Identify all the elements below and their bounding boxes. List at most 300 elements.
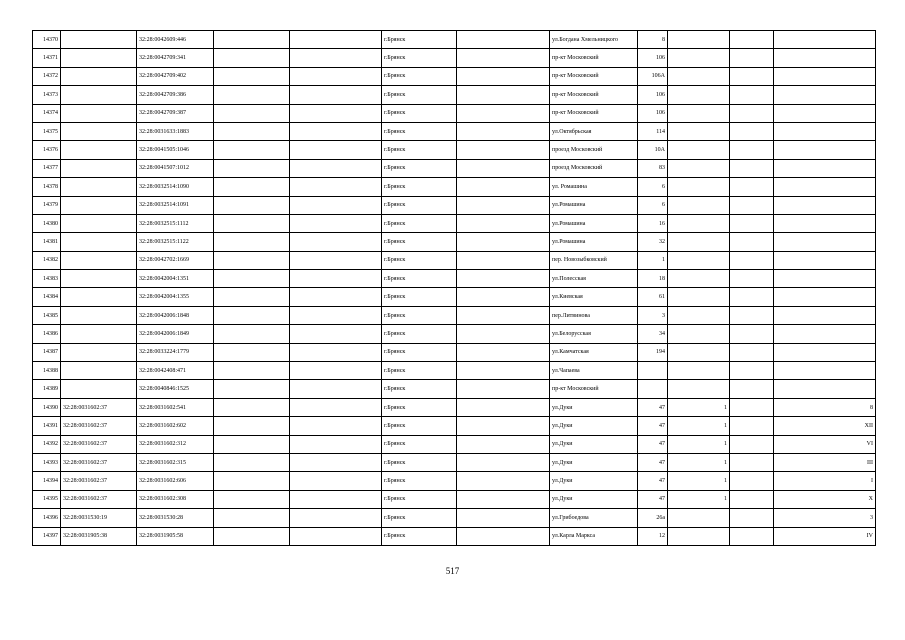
- empty-cell: [730, 159, 774, 177]
- house-number: 6: [638, 196, 668, 214]
- row-number: 14396: [33, 509, 61, 527]
- empty-cell: [730, 67, 774, 85]
- table-row: [33, 527, 876, 545]
- empty-cell: [730, 325, 774, 343]
- street: ул. Ромашина: [550, 178, 638, 196]
- empty-cell: [457, 159, 550, 177]
- parent-cadastral-number: 32:28:0031602:37: [61, 398, 137, 416]
- room-number: I: [774, 472, 876, 490]
- table-row: [33, 159, 876, 177]
- table-row: [33, 490, 876, 508]
- empty-cell: [290, 251, 382, 269]
- street: ул.Дуки: [550, 435, 638, 453]
- empty-cell: [457, 325, 550, 343]
- cadastral-number: 32:28:0042609:446: [137, 31, 214, 49]
- empty-cell: [290, 527, 382, 545]
- empty-cell: [290, 472, 382, 490]
- flat-number: [668, 31, 730, 49]
- flat-number: [668, 159, 730, 177]
- room-number: XII: [774, 417, 876, 435]
- city: г.Брянск: [382, 251, 457, 269]
- street: ул.Полесская: [550, 270, 638, 288]
- empty-cell: [457, 141, 550, 159]
- flat-number: [668, 86, 730, 104]
- empty-cell: [290, 178, 382, 196]
- street: пр-кт Московский: [550, 67, 638, 85]
- room-number: [774, 141, 876, 159]
- parent-cadastral-number: [61, 380, 137, 398]
- city: г.Брянск: [382, 343, 457, 361]
- city: г.Брянск: [382, 417, 457, 435]
- empty-cell: [457, 67, 550, 85]
- room-number: [774, 325, 876, 343]
- room-number: [774, 362, 876, 380]
- cadastral-number: 32:28:0033224:1779: [137, 343, 214, 361]
- empty-cell: [457, 509, 550, 527]
- parent-cadastral-number: 32:28:0031602:37: [61, 453, 137, 471]
- flat-number: 1: [668, 398, 730, 416]
- house-number: 61: [638, 288, 668, 306]
- empty-cell: [457, 214, 550, 232]
- empty-cell: [730, 343, 774, 361]
- house-number: 32: [638, 233, 668, 251]
- empty-cell: [290, 417, 382, 435]
- room-number: VI: [774, 435, 876, 453]
- street: пер.Литвинова: [550, 306, 638, 324]
- empty-cell: [457, 233, 550, 251]
- empty-cell: [290, 104, 382, 122]
- empty-cell: [730, 527, 774, 545]
- street: ул.Карла Маркса: [550, 527, 638, 545]
- row-number: 14373: [33, 86, 61, 104]
- street: ул.Дуки: [550, 453, 638, 471]
- empty-cell: [730, 31, 774, 49]
- table-row: [33, 398, 876, 416]
- cadastral-number: 32:28:0031602:602: [137, 417, 214, 435]
- table-row: [33, 380, 876, 398]
- table-row: [33, 306, 876, 324]
- room-number: [774, 270, 876, 288]
- empty-cell: [730, 435, 774, 453]
- empty-cell: [457, 417, 550, 435]
- house-number: 106: [638, 49, 668, 67]
- cadastral-number: 32:28:0041505:1046: [137, 141, 214, 159]
- parent-cadastral-number: 32:28:0031602:37: [61, 472, 137, 490]
- room-number: [774, 49, 876, 67]
- table-row: [33, 453, 876, 471]
- cadastral-number: 32:28:0031602:308: [137, 490, 214, 508]
- street: проезд Московский: [550, 159, 638, 177]
- city: г.Брянск: [382, 122, 457, 140]
- flat-number: [668, 270, 730, 288]
- room-number: IV: [774, 527, 876, 545]
- empty-cell: [214, 527, 290, 545]
- table-row: [33, 270, 876, 288]
- flat-number: [668, 343, 730, 361]
- parent-cadastral-number: [61, 159, 137, 177]
- street: ул.Богдана Хмельницкого: [550, 31, 638, 49]
- empty-cell: [730, 398, 774, 416]
- row-number: 14393: [33, 453, 61, 471]
- house-number: 114: [638, 122, 668, 140]
- table-row: [33, 49, 876, 67]
- parent-cadastral-number: [61, 306, 137, 324]
- empty-cell: [214, 141, 290, 159]
- parent-cadastral-number: [61, 362, 137, 380]
- table-row: [33, 343, 876, 361]
- parent-cadastral-number: [61, 288, 137, 306]
- empty-cell: [214, 122, 290, 140]
- street: ул.Дуки: [550, 472, 638, 490]
- street: ул.Ромашина: [550, 196, 638, 214]
- empty-cell: [214, 67, 290, 85]
- flat-number: [668, 362, 730, 380]
- flat-number: 1: [668, 490, 730, 508]
- empty-cell: [214, 343, 290, 361]
- empty-cell: [214, 288, 290, 306]
- empty-cell: [290, 49, 382, 67]
- row-number: 14391: [33, 417, 61, 435]
- street: ул.Дуки: [550, 417, 638, 435]
- empty-cell: [290, 435, 382, 453]
- city: г.Брянск: [382, 178, 457, 196]
- city: г.Брянск: [382, 380, 457, 398]
- empty-cell: [290, 288, 382, 306]
- parent-cadastral-number: [61, 325, 137, 343]
- house-number: 10А: [638, 141, 668, 159]
- row-number: 14384: [33, 288, 61, 306]
- empty-cell: [214, 306, 290, 324]
- city: г.Брянск: [382, 509, 457, 527]
- cadastral-number: 32:28:0031602:606: [137, 472, 214, 490]
- empty-cell: [457, 435, 550, 453]
- flat-number: [668, 122, 730, 140]
- row-number: 14377: [33, 159, 61, 177]
- room-number: [774, 104, 876, 122]
- empty-cell: [214, 435, 290, 453]
- empty-cell: [290, 509, 382, 527]
- house-number: 47: [638, 490, 668, 508]
- flat-number: [668, 527, 730, 545]
- flat-number: [668, 288, 730, 306]
- city: г.Брянск: [382, 398, 457, 416]
- house-number: 8: [638, 31, 668, 49]
- parent-cadastral-number: 32:28:0031905:38: [61, 527, 137, 545]
- room-number: [774, 306, 876, 324]
- empty-cell: [730, 380, 774, 398]
- street: пр-кт Московский: [550, 49, 638, 67]
- table-row: [33, 86, 876, 104]
- row-number: 14382: [33, 251, 61, 269]
- page-number: 517: [445, 566, 460, 576]
- empty-cell: [290, 159, 382, 177]
- house-number: 1: [638, 251, 668, 269]
- house-number: 47: [638, 453, 668, 471]
- row-number: 14388: [33, 362, 61, 380]
- room-number: [774, 86, 876, 104]
- empty-cell: [290, 31, 382, 49]
- table-row: [33, 417, 876, 435]
- cadastral-number: 32:28:0032515:1112: [137, 214, 214, 232]
- table-row: [33, 178, 876, 196]
- flat-number: [668, 214, 730, 232]
- house-number: 34: [638, 325, 668, 343]
- row-number: 14390: [33, 398, 61, 416]
- empty-cell: [730, 233, 774, 251]
- cadastral-number: 32:28:0042702:1669: [137, 251, 214, 269]
- table-row: [33, 122, 876, 140]
- table-row: [33, 141, 876, 159]
- street: ул.Киевская: [550, 288, 638, 306]
- street: ул.Чапаева: [550, 362, 638, 380]
- city: г.Брянск: [382, 435, 457, 453]
- empty-cell: [457, 122, 550, 140]
- empty-cell: [214, 490, 290, 508]
- empty-cell: [214, 49, 290, 67]
- table-row: [33, 31, 876, 49]
- city: г.Брянск: [382, 490, 457, 508]
- street: пр-кт Московский: [550, 380, 638, 398]
- room-number: 8: [774, 398, 876, 416]
- empty-cell: [290, 306, 382, 324]
- empty-cell: [730, 417, 774, 435]
- empty-cell: [214, 325, 290, 343]
- cadastral-number: 32:28:0040846:1525: [137, 380, 214, 398]
- cadastral-number: 32:28:0031602:312: [137, 435, 214, 453]
- row-number: 14385: [33, 306, 61, 324]
- room-number: [774, 214, 876, 232]
- empty-cell: [730, 49, 774, 67]
- parent-cadastral-number: [61, 49, 137, 67]
- room-number: 3: [774, 509, 876, 527]
- parent-cadastral-number: 32:28:0031602:37: [61, 490, 137, 508]
- house-number: 47: [638, 435, 668, 453]
- parent-cadastral-number: 32:28:0031530:19: [61, 509, 137, 527]
- house-number: 106А: [638, 67, 668, 85]
- empty-cell: [290, 86, 382, 104]
- empty-cell: [214, 270, 290, 288]
- empty-cell: [730, 104, 774, 122]
- empty-cell: [290, 233, 382, 251]
- empty-cell: [730, 509, 774, 527]
- flat-number: [668, 104, 730, 122]
- table-row: [33, 196, 876, 214]
- empty-cell: [214, 251, 290, 269]
- cadastral-number: 32:28:0031602:541: [137, 398, 214, 416]
- flat-number: 1: [668, 417, 730, 435]
- row-number: 14389: [33, 380, 61, 398]
- empty-cell: [457, 86, 550, 104]
- flat-number: [668, 233, 730, 251]
- empty-cell: [214, 509, 290, 527]
- table-row: [33, 362, 876, 380]
- flat-number: [668, 196, 730, 214]
- empty-cell: [730, 251, 774, 269]
- flat-number: [668, 67, 730, 85]
- room-number: [774, 122, 876, 140]
- empty-cell: [730, 490, 774, 508]
- flat-number: [668, 49, 730, 67]
- table-row: [33, 104, 876, 122]
- flat-number: [668, 306, 730, 324]
- parent-cadastral-number: 32:28:0031602:37: [61, 417, 137, 435]
- cadastral-number: 32:28:0042709:386: [137, 86, 214, 104]
- street: ул.Белорусская: [550, 325, 638, 343]
- empty-cell: [457, 49, 550, 67]
- house-number: 47: [638, 398, 668, 416]
- empty-cell: [290, 398, 382, 416]
- parent-cadastral-number: [61, 67, 137, 85]
- cadastral-number: 32:28:0042709:387: [137, 104, 214, 122]
- room-number: III: [774, 453, 876, 471]
- room-number: [774, 288, 876, 306]
- empty-cell: [730, 141, 774, 159]
- parent-cadastral-number: [61, 122, 137, 140]
- cadastral-number: 32:28:0042004:1355: [137, 288, 214, 306]
- empty-cell: [290, 490, 382, 508]
- empty-cell: [214, 380, 290, 398]
- cadastral-number: 32:28:0042004:1351: [137, 270, 214, 288]
- parent-cadastral-number: 32:28:0031602:37: [61, 435, 137, 453]
- cadastral-number: 32:28:0032514:1090: [137, 178, 214, 196]
- cadastral-number: 32:28:0031530:28: [137, 509, 214, 527]
- row-number: 14392: [33, 435, 61, 453]
- house-number: 47: [638, 417, 668, 435]
- cadastral-number: 32:28:0042709:402: [137, 67, 214, 85]
- house-number: 6: [638, 178, 668, 196]
- flat-number: [668, 178, 730, 196]
- empty-cell: [730, 86, 774, 104]
- empty-cell: [457, 362, 550, 380]
- city: г.Брянск: [382, 104, 457, 122]
- city: г.Брянск: [382, 325, 457, 343]
- cadastral-number: 32:28:0042408:471: [137, 362, 214, 380]
- room-number: [774, 380, 876, 398]
- table-row: [33, 509, 876, 527]
- street: проезд Московский: [550, 141, 638, 159]
- city: г.Брянск: [382, 270, 457, 288]
- empty-cell: [457, 178, 550, 196]
- empty-cell: [290, 453, 382, 471]
- cadastral-number: 32:28:0042006:1849: [137, 325, 214, 343]
- row-number: 14374: [33, 104, 61, 122]
- parent-cadastral-number: [61, 251, 137, 269]
- empty-cell: [730, 453, 774, 471]
- city: г.Брянск: [382, 233, 457, 251]
- empty-cell: [214, 453, 290, 471]
- empty-cell: [214, 214, 290, 232]
- row-number: 14375: [33, 122, 61, 140]
- empty-cell: [290, 67, 382, 85]
- empty-cell: [457, 380, 550, 398]
- empty-cell: [290, 343, 382, 361]
- room-number: X: [774, 490, 876, 508]
- empty-cell: [457, 527, 550, 545]
- house-number: 47: [638, 472, 668, 490]
- empty-cell: [457, 343, 550, 361]
- street: ул.Камчатская: [550, 343, 638, 361]
- empty-cell: [730, 306, 774, 324]
- empty-cell: [214, 196, 290, 214]
- row-number: 14395: [33, 490, 61, 508]
- house-number: 83: [638, 159, 668, 177]
- empty-cell: [290, 325, 382, 343]
- table-row: [33, 472, 876, 490]
- flat-number: [668, 509, 730, 527]
- cadastral-number: 32:28:0031633:1883: [137, 122, 214, 140]
- table-row: [33, 288, 876, 306]
- street: ул.Дуки: [550, 398, 638, 416]
- parent-cadastral-number: [61, 214, 137, 232]
- street: ул.Ромашина: [550, 233, 638, 251]
- empty-cell: [730, 122, 774, 140]
- flat-number: [668, 141, 730, 159]
- city: г.Брянск: [382, 196, 457, 214]
- register-table: [32, 30, 876, 546]
- cadastral-number: 32:28:0032514:1091: [137, 196, 214, 214]
- empty-cell: [214, 86, 290, 104]
- table-row: [33, 214, 876, 232]
- house-number: [638, 362, 668, 380]
- room-number: [774, 178, 876, 196]
- room-number: [774, 159, 876, 177]
- empty-cell: [457, 196, 550, 214]
- parent-cadastral-number: [61, 141, 137, 159]
- parent-cadastral-number: [61, 270, 137, 288]
- room-number: [774, 343, 876, 361]
- empty-cell: [457, 472, 550, 490]
- house-number: 16: [638, 214, 668, 232]
- city: г.Брянск: [382, 453, 457, 471]
- empty-cell: [214, 362, 290, 380]
- house-number: 26а: [638, 509, 668, 527]
- street: ул.Октябрьская: [550, 122, 638, 140]
- city: г.Брянск: [382, 31, 457, 49]
- street: пр-кт Московский: [550, 104, 638, 122]
- house-number: 106: [638, 104, 668, 122]
- empty-cell: [214, 104, 290, 122]
- cadastral-number: 32:28:0042709:341: [137, 49, 214, 67]
- cadastral-number: 32:28:0041507:1012: [137, 159, 214, 177]
- empty-cell: [730, 196, 774, 214]
- city: г.Брянск: [382, 288, 457, 306]
- flat-number: [668, 251, 730, 269]
- city: г.Брянск: [382, 472, 457, 490]
- empty-cell: [214, 472, 290, 490]
- cadastral-number: 32:28:0042006:1848: [137, 306, 214, 324]
- city: г.Брянск: [382, 527, 457, 545]
- house-number: 12: [638, 527, 668, 545]
- empty-cell: [214, 233, 290, 251]
- city: г.Брянск: [382, 362, 457, 380]
- row-number: 14376: [33, 141, 61, 159]
- city: г.Брянск: [382, 306, 457, 324]
- flat-number: 1: [668, 453, 730, 471]
- parent-cadastral-number: [61, 86, 137, 104]
- empty-cell: [730, 270, 774, 288]
- house-number: 18: [638, 270, 668, 288]
- city: г.Брянск: [382, 67, 457, 85]
- row-number: 14387: [33, 343, 61, 361]
- table-row: [33, 251, 876, 269]
- room-number: [774, 251, 876, 269]
- table-row: [33, 435, 876, 453]
- parent-cadastral-number: [61, 196, 137, 214]
- city: г.Брянск: [382, 49, 457, 67]
- empty-cell: [290, 270, 382, 288]
- city: г.Брянск: [382, 214, 457, 232]
- row-number: 14379: [33, 196, 61, 214]
